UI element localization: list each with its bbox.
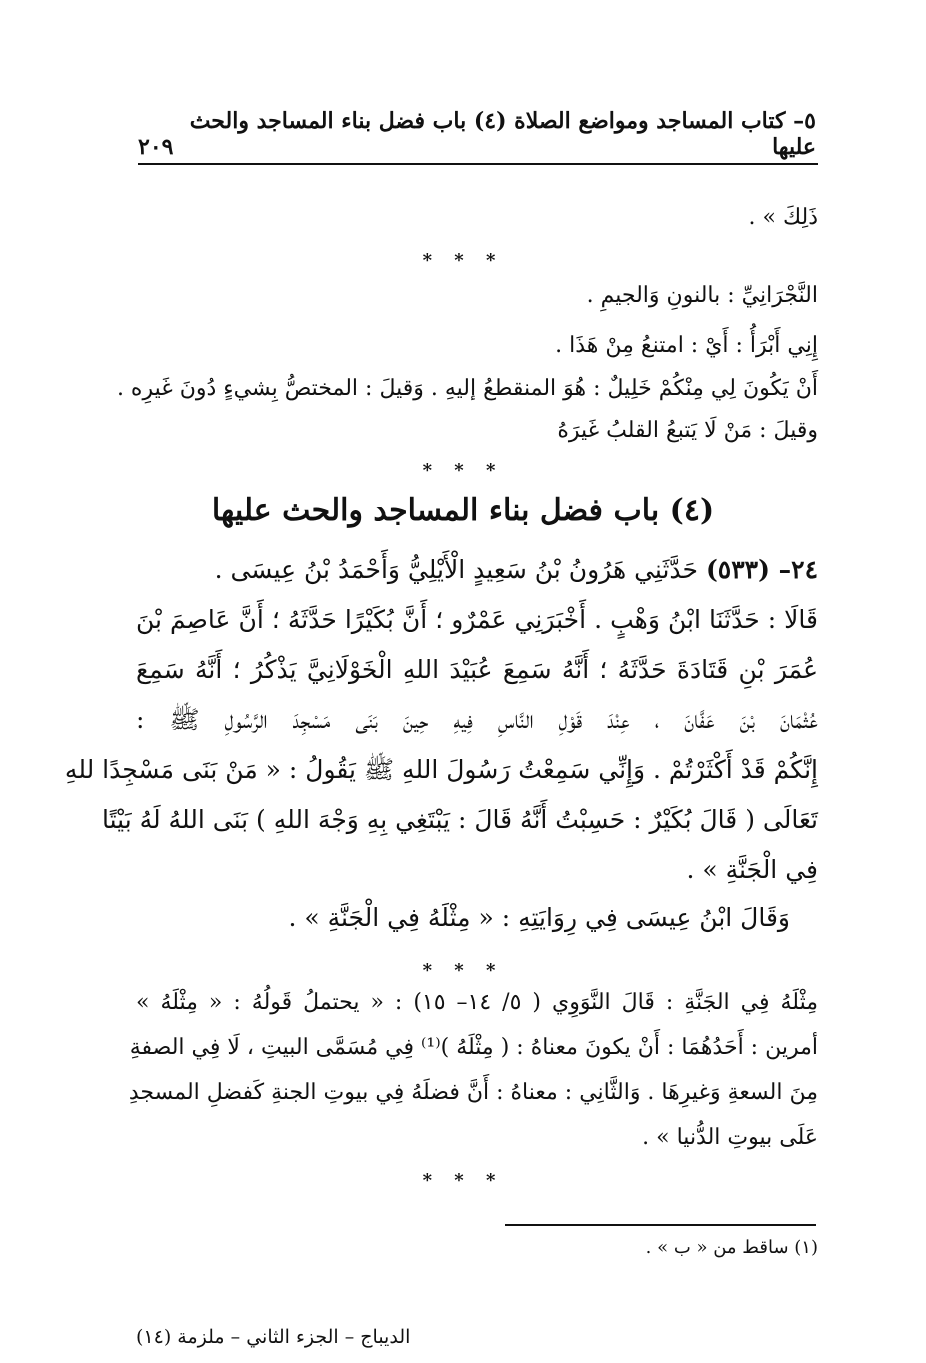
- section-separator: * * *: [422, 960, 504, 981]
- text-line: النَّجْرَانِيِّ : بالنونِ وَالجيمِ .: [586, 283, 818, 308]
- text-line: وقيلَ : مَنْ لَا يَتبعُ القلبُ غَيرَهُ: [557, 418, 818, 443]
- hadith-chain: حَدَّثَنِي هَرُونُ بْنُ سَعِيدٍ الْأَيْلِيُّ وَأَحْمَدُ بْنُ عِيسَى .: [214, 555, 698, 584]
- text-line: وَقَالَ ابْنُ عِيسَى فِي رِوَايَتِهِ : « مِثْلَهُ فِي الْجَنَّةِ » .: [288, 903, 790, 932]
- page-number: ٢٠٩: [138, 134, 174, 160]
- header-rule: [138, 163, 818, 165]
- text-line: عُمَرَ بْنِ قَتَادَةَ حَدَّثَهُ ؛ أَنَّهُ سَمِعَ عُبَيْدَ اللهِ الْخَوْلَانِيَّ يَذْكُرُ ؛ أَنَّهُ سَمِعَ: [136, 655, 818, 684]
- printer-signature: الديباج – الجزء الثاني – ملزمة (١٤): [136, 1326, 411, 1348]
- footnote-rule: [505, 1224, 816, 1226]
- text-line: مِنَ السعةِ وَغيرِهَا . وَالثَّانِي : معناهُ : أَنَّ فضلَهُ فِي بيوتِ الجنةِ كَفضلِ المسجدِ: [128, 1080, 818, 1105]
- section-separator: * * *: [422, 1170, 504, 1191]
- text-line: أَنْ يَكُونَ لِي مِنْكُمْ خَلِيلٌ : هُوَ المنقطعُ إليهِ . وَقيلَ : المختصُّ بِشيءٍ دُونَ غَيرِه .: [116, 376, 818, 401]
- running-header: [138, 108, 816, 160]
- text-line: تَعَالَى ( قَالَ بُكَيْرٌ : حَسِبْتُ أَنَّهُ قَالَ : يَبْتَغِي بِهِ وَجْهَ اللهِ ) بَنَى اللهُ لَهُ بَيْتًا: [101, 805, 818, 834]
- hadith-heading-line: [215, 555, 818, 585]
- text-line: مِثْلَهُ فِي الجَنَّةِ : قَالَ النَّوَوِي ( ٥/ ١٤– ١٥) : « يحتملُ قَولُهُ : « مِثْلَهُ »: [136, 990, 818, 1015]
- text-line: قَالَا : حَدَّثَنَا ابْنُ وَهْبٍ . أَخْبَرَنِي عَمْرٌو ؛ أَنَّ بُكَيْرًا حَدَّثَهُ ؛ أَنَّ عَاصِمَ بْنَ: [136, 605, 818, 634]
- footnote: (١) ساقط من « ب » .: [645, 1237, 818, 1258]
- text-line: عُثْمَانَ بْنَ عَفَّانَ ، عِنْدَ قَوْلِ النَّاسِ فِيهِ حِينَ بَنَى مَسْجِدَ الرَّسُولِ ﷺ :: [136, 705, 818, 734]
- hadith-number: ٢٤– (٥٣٣): [705, 555, 818, 584]
- section-separator: * * *: [422, 250, 504, 271]
- text-line: أمرين : أَحَدُهُمَا : أَنْ يكونَ معناهُ : ( مِثْلَهُ )⁽¹⁾ فِي مُسَمَّى البيتِ ، لَا فِي الصفةِ: [129, 1035, 818, 1060]
- text-line: ذَلِكَ » .: [748, 205, 818, 230]
- text-line: إِنِي أَبْرَأُ : أَيْ : امتنعُ مِنْ هَذَا .: [555, 333, 818, 358]
- section-separator: * * *: [422, 460, 504, 481]
- chapter-title: (٤) باب فضل بناء المساجد والحث عليها: [211, 493, 715, 528]
- text-line: عَلَى بيوتِ الدُّنيا » .: [642, 1125, 818, 1150]
- text-line: فِي الْجَنَّةِ » .: [686, 855, 818, 884]
- running-title: ٥– كتاب المساجد ومواضع الصلاة (٤) باب فضل بناء المساجد والحث عليها: [189, 108, 816, 160]
- text-line: إِنَّكُمْ قَدْ أَكْثَرْتُمْ . وَإِنِّي سَمِعْتُ رَسُولَ اللهِ ﷺ يَقُولُ : « مَنْ بَنَى مَسْجِدًا للهِ: [64, 755, 818, 784]
